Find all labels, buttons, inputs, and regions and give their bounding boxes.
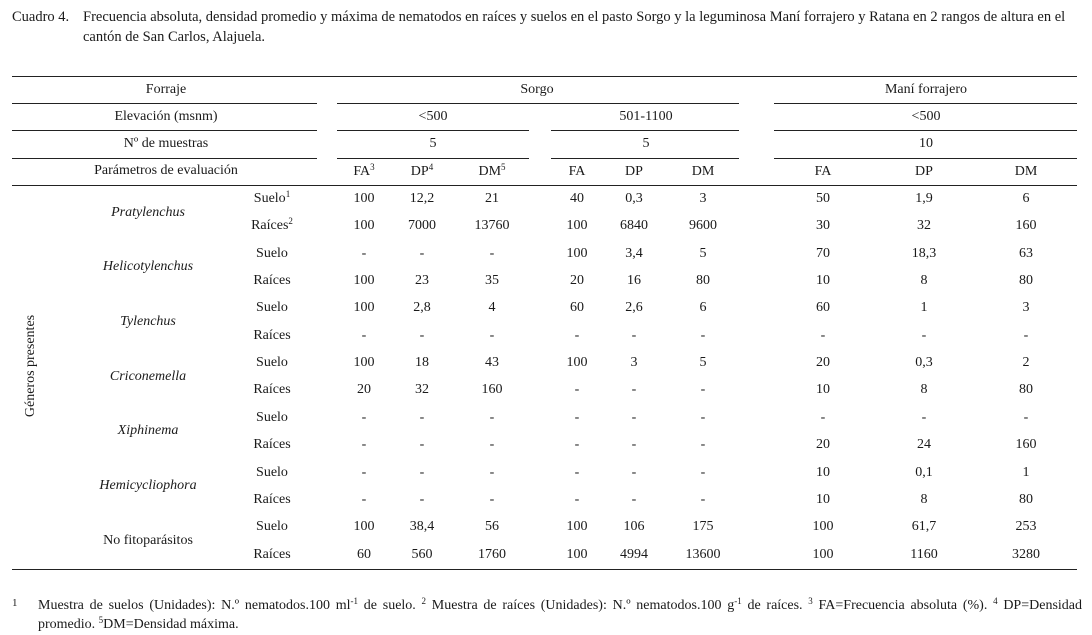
- footnote-text: Muestra de suelos (Unidades): N.º nematodos.100 $ml^{-1}$ de suelo. $^2$ Muestra de raíces (Unidades): N.º nematodos.100 $g^{-1}$ de raíces. $^3$ FA=Frecuencia absoluta (%). $^4$ DP=Densidad promedio. $^5$DM=Densidad máxima.: [38, 596, 1082, 632]
- column-header-9: DM: [1014, 164, 1038, 179]
- data-cell: 20: [816, 355, 830, 371]
- generos-presentes-label: Géneros presentes: [23, 314, 38, 418]
- data-cell: 6840: [620, 218, 648, 234]
- data-cell: 6: [699, 300, 707, 316]
- data-cell: -: [631, 464, 637, 480]
- rule-n-2: [551, 158, 739, 159]
- data-cell: 80: [1019, 273, 1033, 289]
- row-label-raices: Raíces$^2$: [251, 216, 293, 234]
- data-cell: -: [574, 382, 580, 398]
- data-cell: 100: [353, 519, 375, 535]
- data-cell: -: [489, 464, 495, 480]
- data-cell: 80: [1019, 491, 1033, 507]
- data-cell: 4994: [620, 546, 648, 562]
- data-cell: 3: [1022, 300, 1030, 316]
- data-cell: 70: [816, 245, 830, 261]
- data-cell: 32: [917, 218, 931, 234]
- data-cell: 3: [630, 355, 638, 371]
- data-cell: 1: [1022, 464, 1030, 480]
- data-cell: 20: [816, 437, 830, 453]
- row-label-raices: Raíces: [253, 382, 291, 398]
- data-cell: -: [489, 409, 495, 425]
- data-cell: 2,6: [625, 300, 643, 316]
- data-cell: 5: [699, 245, 707, 261]
- data-cell: -: [1023, 409, 1029, 425]
- data-cell: -: [700, 409, 706, 425]
- data-cell: 4: [488, 300, 496, 316]
- data-cell: 7000: [408, 218, 436, 234]
- data-cell: 61,7: [911, 519, 937, 535]
- data-cell: 106: [623, 519, 645, 535]
- genus-name: Xiphinema: [117, 423, 179, 439]
- data-cell: 2,8: [413, 300, 431, 316]
- data-cell: 1160: [910, 546, 938, 562]
- header-elev-2: 501-1100: [619, 109, 673, 124]
- caption-label: Cuadro 4.: [12, 9, 70, 25]
- column-header-5: DP: [625, 164, 643, 179]
- data-cell: 160: [1015, 437, 1037, 453]
- row-label-raices: Raíces: [253, 437, 291, 453]
- data-cell: 100: [566, 546, 588, 562]
- data-cell: 56: [485, 519, 499, 535]
- rule-header-bottom: [12, 185, 1077, 186]
- column-header-1: $FA^3$: [353, 162, 375, 179]
- data-cell: -: [419, 437, 425, 453]
- data-cell: -: [700, 437, 706, 453]
- row-label-suelo: Suelo: [256, 355, 288, 371]
- data-cell: 160: [481, 382, 503, 398]
- data-cell: 100: [353, 355, 375, 371]
- rule-elev-2: [551, 130, 739, 131]
- header-n-2: 5: [642, 136, 650, 151]
- data-cell: -: [631, 409, 637, 425]
- row-label-suelo: Suelo: [256, 519, 288, 535]
- data-cell: 38,4: [409, 519, 435, 535]
- row-label-raices: Raíces: [253, 491, 291, 507]
- data-cell: -: [574, 491, 580, 507]
- header-elevacion: Elevación (msnm): [114, 109, 218, 124]
- data-cell: -: [574, 409, 580, 425]
- caption-text: Frecuencia absoluta, densidad promedio y máxima de nematodos en raíces y suelos en el pasto Sorgo y la leguminosa Maní forrajero y Ratana en 2 rangos de altura en el cantón de San Carlos, Alajuela.: [83, 9, 1066, 45]
- data-cell: 10: [816, 491, 830, 507]
- data-cell: 9600: [689, 218, 717, 234]
- data-cell: 160: [1015, 218, 1037, 234]
- rule-forraje: [12, 103, 317, 104]
- rule-n-3: [774, 158, 1077, 159]
- data-cell: 0,3: [625, 191, 643, 206]
- data-cell: 100: [353, 273, 375, 289]
- data-cell: -: [700, 327, 706, 343]
- header-muestras: Nº de muestras: [123, 136, 209, 151]
- data-cell: 3,4: [625, 245, 643, 261]
- data-cell: 175: [692, 519, 714, 535]
- data-cell: -: [361, 491, 367, 507]
- data-cell: -: [361, 245, 367, 261]
- data-cell: 1: [920, 300, 928, 316]
- data-cell: 100: [812, 546, 834, 562]
- data-cell: -: [574, 437, 580, 453]
- genus-name: Hemicycliophora: [99, 478, 197, 494]
- header-sorgo: Sorgo: [520, 82, 554, 97]
- table-top-rule: [12, 76, 1077, 77]
- data-cell: 560: [411, 546, 433, 562]
- data-cell: -: [419, 245, 425, 261]
- footnote-number: 1: [12, 597, 18, 609]
- column-header-8: DP: [915, 164, 933, 179]
- row-label-suelo: Suelo: [256, 300, 288, 316]
- data-cell: -: [361, 464, 367, 480]
- data-cell: -: [489, 491, 495, 507]
- data-cell: 0,1: [915, 464, 933, 480]
- data-cell: -: [700, 491, 706, 507]
- data-cell: 12,2: [409, 191, 435, 206]
- data-cell: 100: [566, 355, 588, 371]
- data-cell: -: [820, 409, 826, 425]
- header-n-3: 10: [919, 136, 933, 151]
- genus-name: Helicotylenchus: [102, 259, 194, 275]
- data-cell: -: [820, 327, 826, 343]
- data-cell: -: [419, 327, 425, 343]
- data-cell: -: [631, 327, 637, 343]
- data-cell: 43: [485, 355, 499, 371]
- data-cell: 16: [627, 273, 641, 289]
- header-mani: Maní forrajero: [884, 82, 968, 97]
- data-cell: -: [574, 464, 580, 480]
- data-cell: -: [419, 409, 425, 425]
- data-cell: 63: [1019, 245, 1033, 261]
- data-cell: -: [700, 382, 706, 398]
- data-cell: 24: [917, 437, 931, 453]
- data-cell: -: [631, 491, 637, 507]
- column-header-2: $DP^4$: [410, 162, 434, 179]
- row-label-raices: Raíces: [253, 327, 291, 343]
- header-elev-1: <500: [418, 109, 448, 124]
- data-cell: -: [700, 464, 706, 480]
- data-cell: -: [361, 327, 367, 343]
- rule-elev-3: [774, 130, 1077, 131]
- row-label-raices: Raíces: [253, 546, 291, 562]
- data-cell: 30: [816, 218, 830, 234]
- data-cell: -: [574, 327, 580, 343]
- data-cell: -: [419, 464, 425, 480]
- rule-elevacion: [12, 130, 317, 131]
- data-cell: 60: [357, 546, 371, 562]
- data-cell: 100: [353, 218, 375, 234]
- column-header-6: DM: [691, 164, 715, 179]
- data-cell: 10: [816, 273, 830, 289]
- data-cell: 100: [566, 245, 588, 261]
- genus-name: Criconemella: [109, 368, 187, 384]
- column-header-7: FA: [814, 164, 832, 179]
- data-cell: 3280: [1012, 546, 1040, 562]
- data-cell: 23: [415, 273, 429, 289]
- data-cell: -: [489, 437, 495, 453]
- row-label-raices: Raíces: [253, 273, 291, 289]
- row-label-suelo: Suelo$^1$: [253, 189, 291, 206]
- row-label-suelo: Suelo: [256, 245, 288, 261]
- data-cell: 60: [816, 300, 830, 316]
- data-cell: -: [631, 437, 637, 453]
- data-cell: 0,3: [915, 355, 933, 371]
- genus-name: No fitoparásitos: [103, 532, 193, 548]
- data-cell: -: [361, 409, 367, 425]
- rule-muestras: [12, 158, 317, 159]
- rule-n-1: [337, 158, 529, 159]
- row-label-suelo: Suelo: [256, 464, 288, 480]
- data-cell: 18: [415, 355, 429, 371]
- data-cell: 8: [920, 273, 928, 289]
- data-cell: 6: [1022, 191, 1030, 206]
- data-cell: 80: [1019, 382, 1033, 398]
- data-cell: 8: [920, 491, 928, 507]
- header-n-1: 5: [429, 136, 437, 151]
- data-cell: 10: [816, 382, 830, 398]
- data-cell: 13760: [474, 218, 510, 234]
- data-cell: 50: [816, 191, 830, 206]
- column-header-4: FA: [568, 164, 586, 179]
- data-cell: 100: [812, 519, 834, 535]
- header-parametros: Parámetros de evaluación: [94, 163, 238, 178]
- data-cell: 8: [920, 382, 928, 398]
- data-cell: 21: [485, 191, 499, 206]
- data-cell: -: [361, 437, 367, 453]
- data-cell: 2: [1022, 355, 1030, 371]
- column-header-3: $DM^5$: [478, 162, 506, 179]
- data-cell: 100: [566, 218, 588, 234]
- data-cell: 1,9: [915, 191, 933, 206]
- data-cell: 100: [353, 191, 375, 206]
- data-cell: 100: [353, 300, 375, 316]
- data-cell: -: [489, 245, 495, 261]
- row-label-suelo: Suelo: [256, 409, 288, 425]
- data-cell: 60: [570, 300, 584, 316]
- data-cell: -: [921, 327, 927, 343]
- data-cell: 253: [1015, 519, 1037, 535]
- rule-mani: [774, 103, 1077, 104]
- data-cell: 80: [696, 273, 710, 289]
- data-cell: 13600: [685, 546, 721, 562]
- data-cell: -: [419, 491, 425, 507]
- header-elev-3: <500: [911, 109, 941, 124]
- data-cell: 35: [485, 273, 499, 289]
- data-cell: 32: [415, 382, 429, 398]
- rule-elev-1: [337, 130, 529, 131]
- data-cell: -: [631, 382, 637, 398]
- data-cell: 10: [816, 464, 830, 480]
- data-cell: 5: [699, 355, 707, 371]
- data-cell: 18,3: [911, 245, 937, 261]
- data-cell: 1760: [478, 546, 506, 562]
- data-cell: 20: [570, 273, 584, 289]
- genus-name: Tylenchus: [120, 314, 176, 330]
- data-cell: 100: [566, 519, 588, 535]
- genus-name: Pratylenchus: [111, 204, 185, 220]
- data-cell: 3: [699, 191, 707, 206]
- data-cell: -: [1023, 327, 1029, 343]
- header-forraje: Forraje: [145, 82, 187, 97]
- rule-sorgo: [337, 103, 739, 104]
- data-cell: -: [921, 409, 927, 425]
- data-cell: -: [489, 327, 495, 343]
- data-cell: 40: [570, 191, 584, 206]
- table-bottom-rule: [12, 569, 1077, 570]
- data-cell: 20: [357, 382, 371, 398]
